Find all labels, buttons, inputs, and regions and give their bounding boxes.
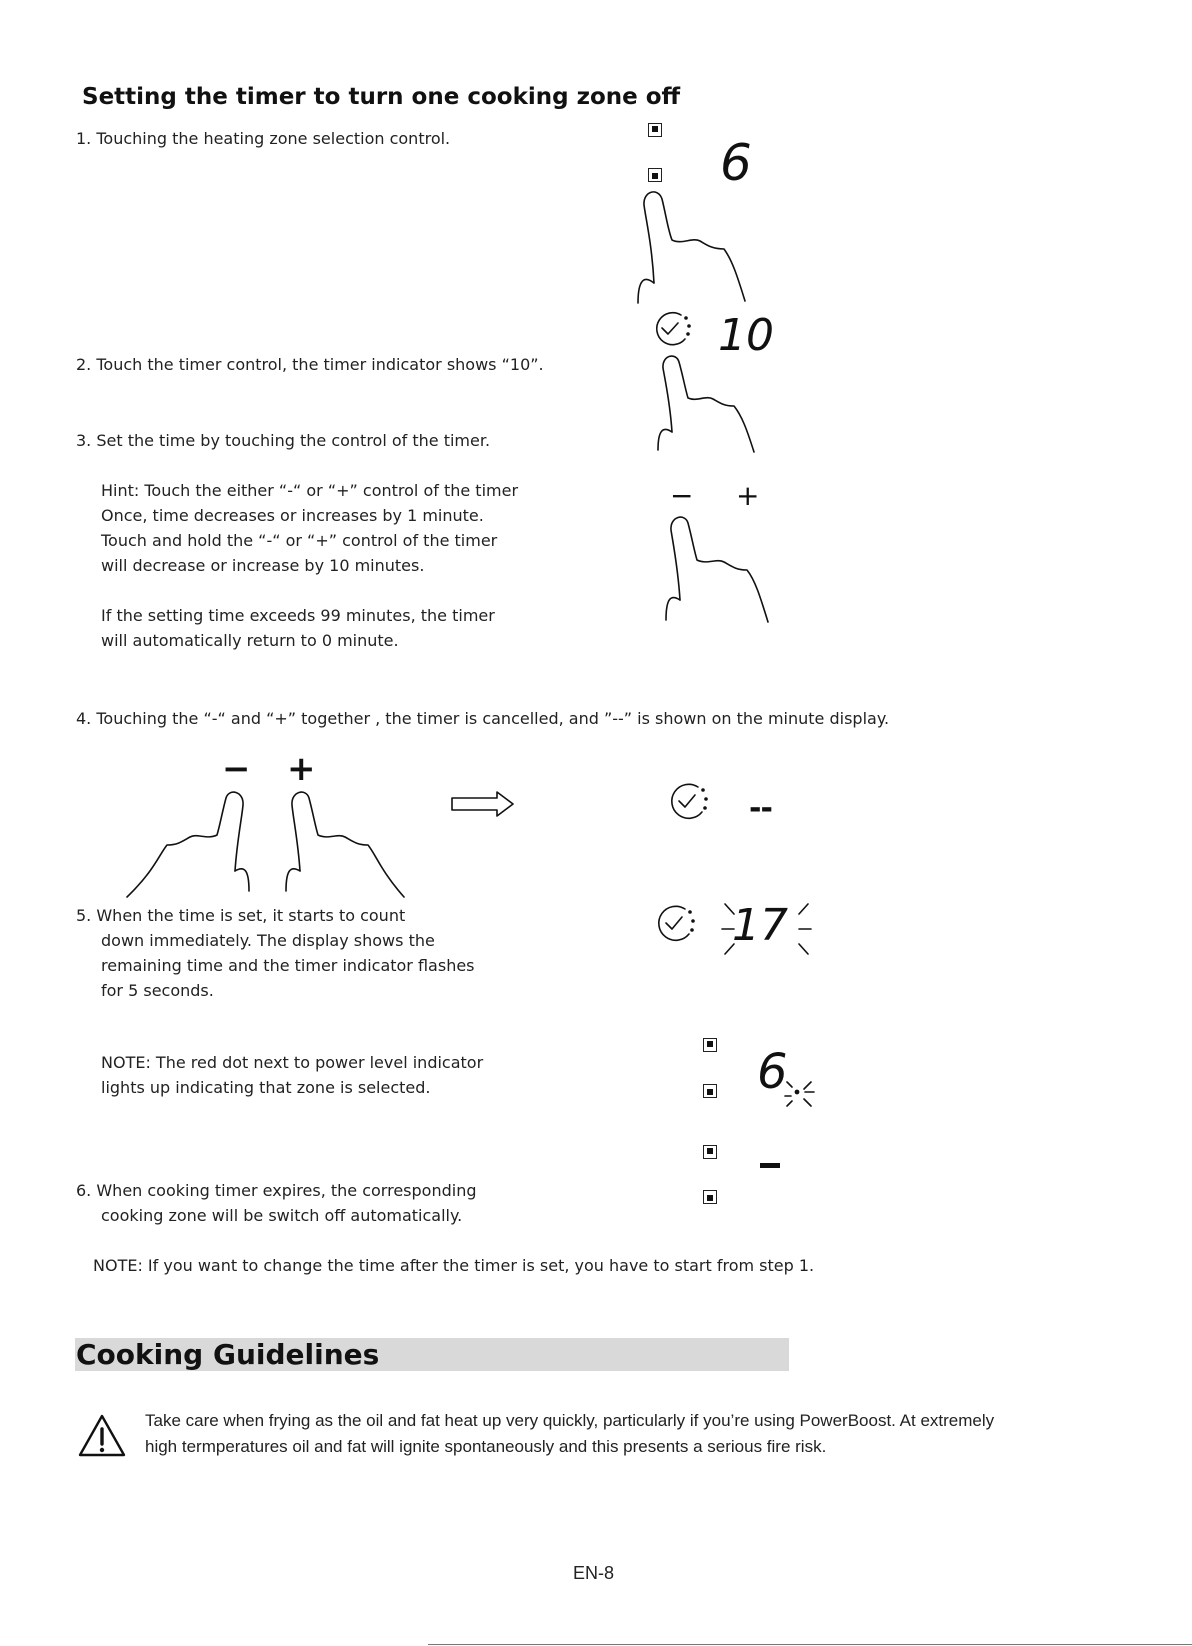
timer-display-default: 10: [718, 310, 774, 361]
finger-press-icon: [280, 785, 410, 900]
zone-selector-icon: [703, 1190, 717, 1204]
step-5-line-1: 5. When the time is set, it starts to count: [76, 906, 406, 925]
warning-triangle-icon: [77, 1413, 127, 1459]
step-6-line-2: cooking zone will be switch off automatically.: [101, 1206, 463, 1225]
note-red-dot-line-2: lights up indicating that zone is selected.: [101, 1078, 431, 1097]
zone-selector-icon: [648, 123, 662, 137]
section-title-timer: Setting the timer to turn one cooking zone off: [82, 84, 681, 110]
note-red-dot-line-1: NOTE: The red dot next to power level indicator: [101, 1053, 484, 1072]
arrow-right-icon: [451, 791, 515, 817]
timer-clock-icon: [668, 781, 712, 823]
minus-control: −: [222, 749, 251, 789]
power-level-display: 6: [720, 134, 752, 192]
exceed-line-1: If the setting time exceeds 99 minutes, the timer: [101, 606, 495, 625]
plus-control: +: [736, 479, 760, 512]
finger-press-icon: [652, 350, 782, 455]
zone-selector-icon: [703, 1038, 717, 1052]
zone-selector-icon: [703, 1145, 717, 1159]
zone-selector-icon: [703, 1084, 717, 1098]
step-5-line-3: remaining time and the timer indicator flashes: [101, 956, 475, 975]
hint-line-4: will decrease or increase by 10 minutes.: [101, 556, 425, 575]
page-number: EN-8: [573, 1563, 615, 1583]
flashing-indicator-icon: [718, 900, 818, 960]
minus-control: −: [670, 479, 694, 512]
step-1-text: 1. Touching the heating zone selection control.: [76, 129, 451, 148]
step-4-text: 4. Touching the “-“ and “+” together , the timer is cancelled, and ”--” is shown on the minute display.: [76, 709, 890, 728]
note-change-time: NOTE: If you want to change the time after the timer is set, you have to start from step 1.: [93, 1256, 815, 1275]
warning-line-2: high termperatures oil and fat will ignite spontaneously and this presents a serious fire risk.: [145, 1437, 827, 1456]
power-level-display: 6: [757, 1044, 788, 1100]
zone-off-display: [760, 1163, 780, 1168]
hint-line-2: Once, time decreases or increases by 1 minute.: [101, 506, 484, 525]
section-title-cooking-guidelines: Cooking Guidelines: [76, 1338, 380, 1371]
timer-clock-icon: [651, 309, 695, 349]
step-2-text: 2. Touch the timer control, the timer indicator shows “10”.: [76, 355, 544, 374]
exceed-line-2: will automatically return to 0 minute.: [101, 631, 399, 650]
warning-line-1: Take care when frying as the oil and fat heat up very quickly, particularly if you’re using PowerBoost. At extremely: [145, 1411, 995, 1430]
zone-selector-icon: [648, 168, 662, 182]
finger-press-icon: [660, 510, 800, 625]
red-dot-indicator-icon: [783, 1074, 817, 1110]
plus-control: +: [287, 749, 316, 789]
timer-display-countdown: 17: [732, 900, 788, 951]
hint-line-1: Hint: Touch the either “-“ or “+” control of the timer: [101, 481, 519, 500]
finger-press-icon: [125, 785, 255, 900]
timer-clock-icon: [655, 903, 699, 945]
hint-line-3: Touch and hold the “-“ or “+” control of the timer: [101, 531, 498, 550]
bottom-rule: [428, 1644, 1192, 1645]
timer-display-cancelled: --: [749, 791, 772, 826]
step-5-line-4: for 5 seconds.: [101, 981, 214, 1000]
finger-press-icon: [632, 185, 782, 305]
step-5-line-2: down immediately. The display shows the: [101, 931, 435, 950]
step-6-line-1: 6. When cooking timer expires, the corresponding: [76, 1181, 477, 1200]
step-3-text: 3. Set the time by touching the control of the timer.: [76, 431, 491, 450]
